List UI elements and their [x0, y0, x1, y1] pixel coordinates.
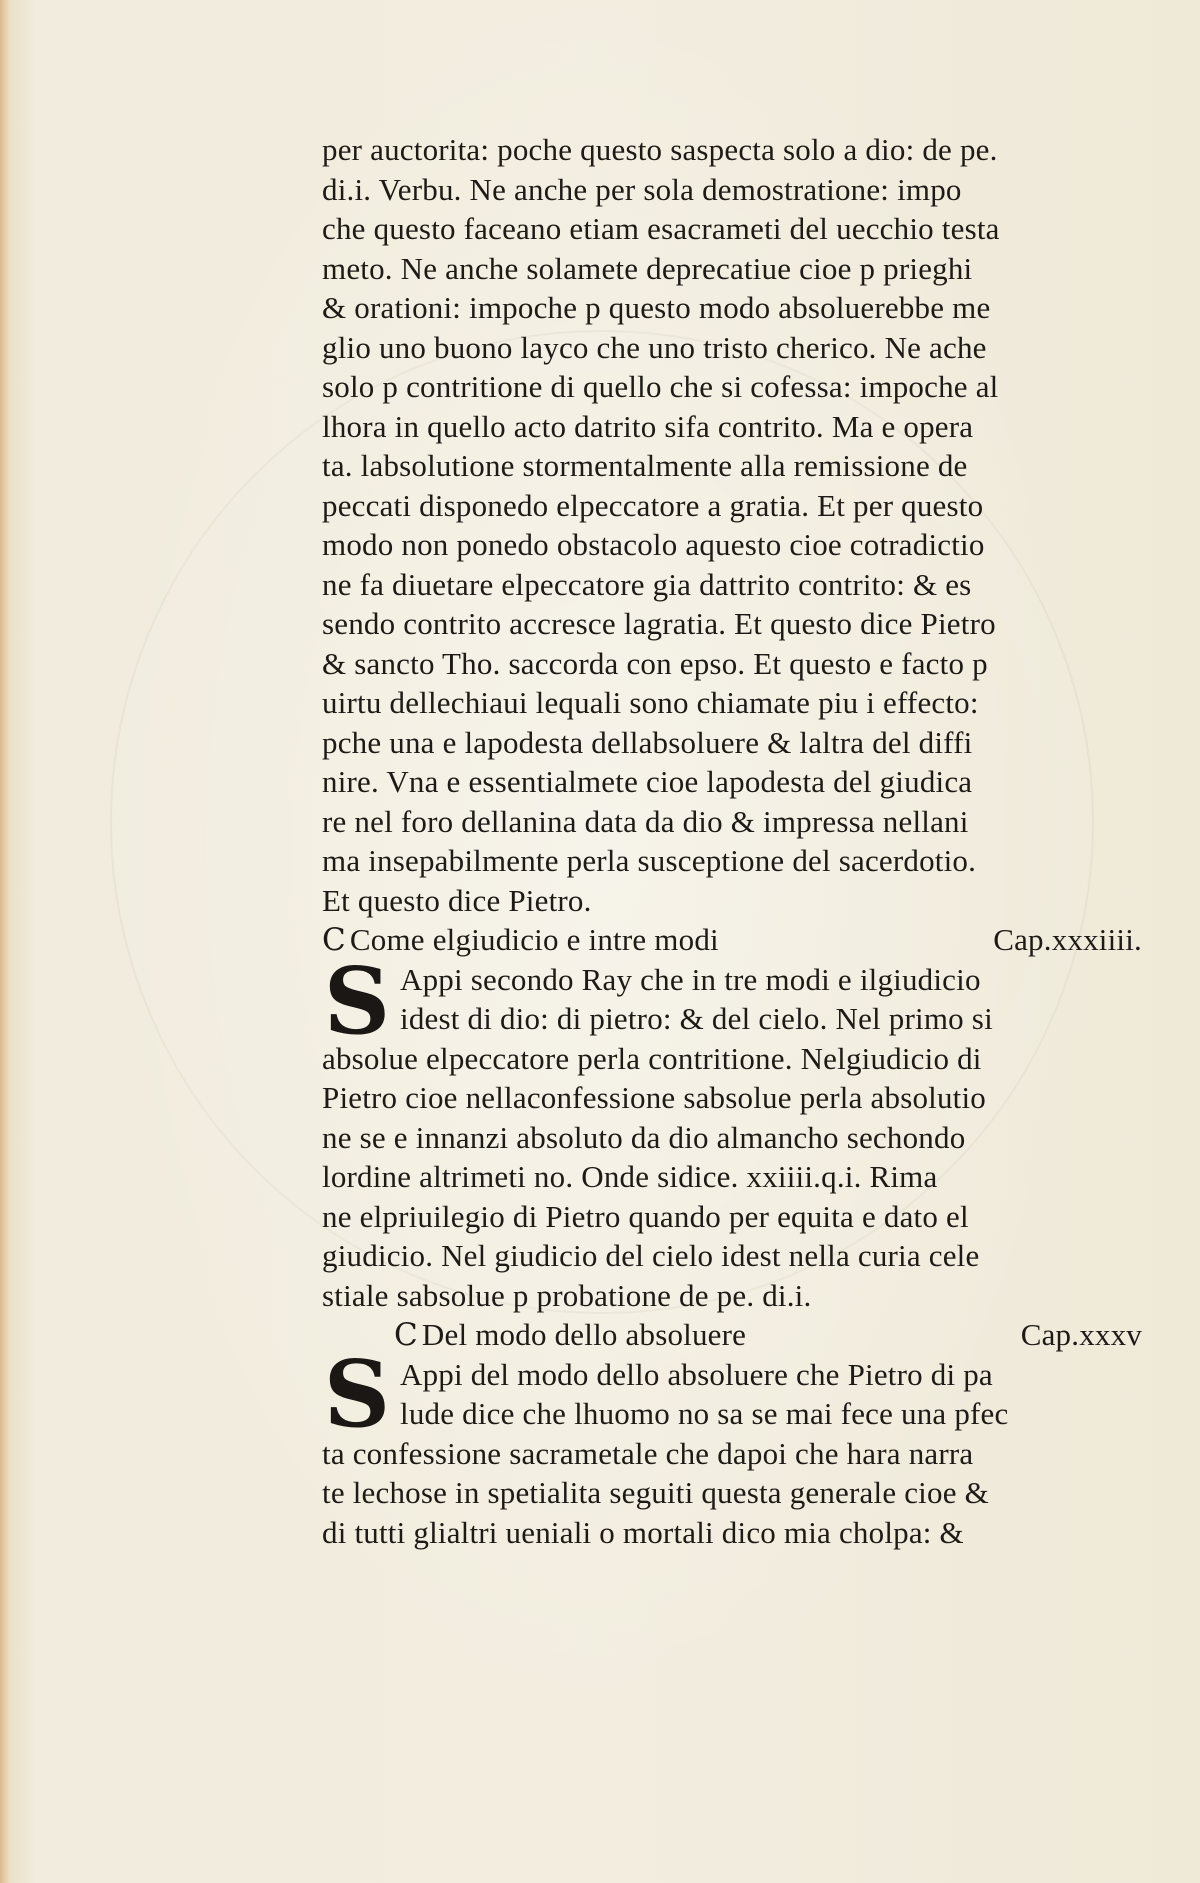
chapter-title: Come elgiudicio e intre modi [349, 922, 719, 957]
text-line [322, 1236, 1142, 1276]
text-line [322, 604, 1142, 644]
line-text: che questo faceano etiam esacrameti del uecchio testa [322, 211, 1000, 246]
text-line [322, 1078, 1142, 1118]
line-text: glio uno buono layco che uno tristo cherico. Ne ache [322, 329, 987, 365]
text-line [322, 960, 1142, 1000]
line-text: stiale sabsolue p probatione de pe. di.i. [322, 1277, 812, 1313]
text-line [322, 486, 1142, 526]
line-text: ne elpriuilegio di Pietro quando per equita e dato el [322, 1198, 969, 1234]
line-text: sendo contrito accresce lagratia. Et questo dice Pietro [322, 606, 996, 641]
text-line [322, 1434, 1142, 1474]
text-line [322, 683, 1142, 723]
line-text: solo p contritione di quello che si cofessa: impoche al [322, 369, 999, 404]
line-text: Pietro cioe nellaconfessione sabsolue perla absolutio [322, 1080, 986, 1115]
line-text: ma insepabilmente perla susceptione del sacerdotio. [322, 843, 977, 878]
text-line [322, 841, 1142, 881]
line-text: & sancto Tho. saccorda con epso. Et questo e facto p [322, 645, 988, 681]
text-line [322, 1118, 1142, 1158]
line-text: di.i. Verbu. Ne anche per sola demostratione: impo [322, 171, 962, 207]
text-line [322, 762, 1142, 802]
chapter-heading [322, 1315, 1142, 1355]
text-line [322, 999, 1142, 1039]
line-text: & orationi: impoche p questo modo absoluerebbe me [322, 290, 991, 325]
text-line [322, 1197, 1142, 1237]
line-text: ne fa diuetare elpeccatore gia dattrito contrito: & es [322, 566, 972, 602]
text-line [322, 288, 1142, 328]
line-text: ne se e innanzi absoluto da dio almancho sechondo [322, 1119, 966, 1155]
text-line [322, 565, 1142, 605]
line-text: uirtu dellechiaui lequali sono chiamate piu i effecto: [322, 685, 979, 720]
line-text: meto. Ne anche solamete deprecatiue cioe p prieghi [322, 250, 973, 286]
text-line [322, 1473, 1142, 1513]
text-line [322, 1355, 1142, 1395]
line-text: lhora in quello acto datrito sifa contrito. Ma e opera [322, 408, 974, 444]
line-text: nire. Vna e essentialmete cioe lapodesta del giudica [322, 764, 973, 799]
text-line [322, 249, 1142, 289]
line-text: di tutti glialtri ueniali o mortali dico mia cholpa: & [322, 1514, 964, 1550]
line-text: re nel foro dellanina data da dio & impressa nellani [322, 803, 969, 839]
text-line [322, 723, 1142, 763]
line-text: lordine altrimeti no. Onde sidice. xxiiii.q.i. Rima [322, 1159, 938, 1194]
text-line [322, 130, 1142, 170]
line-text: ta. labsolutione stormentalmente alla remissione de [322, 448, 968, 483]
drop-cap-initial: S [323, 1340, 391, 1448]
text-line [322, 170, 1142, 210]
text-line [322, 407, 1142, 447]
line-text: idest di dio: di pietro: & del cielo. Nel primo si [400, 1001, 993, 1036]
text-line [322, 881, 1142, 921]
chapter-number: Cap.xxxiiii. [993, 922, 1142, 957]
line-text: pche una e lapodesta dellabsoluere & laltra del diffi [322, 724, 973, 760]
line-text: absolue elpeccatore perla contritione. Nelgiudicio di [322, 1040, 982, 1076]
chapter-heading [322, 920, 1142, 960]
line-text: ta confessione sacrametale che dapoi che hara narra [322, 1435, 974, 1471]
line-text: Appi secondo Ray che in tre modi e ilgiudicio [400, 961, 981, 997]
text-line [322, 209, 1142, 249]
text-line [322, 367, 1142, 407]
text-line [322, 446, 1142, 486]
text-line [322, 1394, 1142, 1434]
line-text: Appi del modo dello absoluere che Pietro di pa [400, 1356, 993, 1392]
chapter-number: Cap.xxxv [1020, 1317, 1142, 1352]
text-line [322, 1276, 1142, 1316]
text-line [322, 1157, 1142, 1197]
text-line [322, 644, 1142, 684]
text-line [322, 328, 1142, 368]
line-text: te lechose in spetialita seguiti questa generale cioe & [322, 1475, 989, 1510]
drop-cap-initial: S [323, 947, 391, 1055]
line-text: modo non ponedo obstacolo aquesto cioe cotradictio [322, 527, 985, 562]
text-block [322, 130, 1142, 1552]
text-line [322, 1513, 1142, 1553]
text-line [322, 1039, 1142, 1079]
text-line [322, 802, 1142, 842]
text-line [322, 525, 1142, 565]
paragraph-mark-icon: Ⅽ [394, 1317, 418, 1352]
line-text: Et questo dice Pietro. [322, 882, 592, 918]
line-text: per auctorita: poche questo saspecta solo a dio: de pe. [322, 132, 998, 167]
chapter-title: Del modo dello absoluere [421, 1317, 747, 1352]
line-text: lude dice che lhuomo no sa se mai fece una pfec [400, 1396, 1009, 1431]
line-text: giudicio. Nel giudicio del cielo idest nella curia cele [322, 1238, 980, 1273]
paragraph-mark-icon: Ⅽ [322, 922, 346, 957]
page-edge [0, 0, 10, 1883]
line-text: peccati disponedo elpeccatore a gratia. Et per questo [322, 487, 984, 523]
